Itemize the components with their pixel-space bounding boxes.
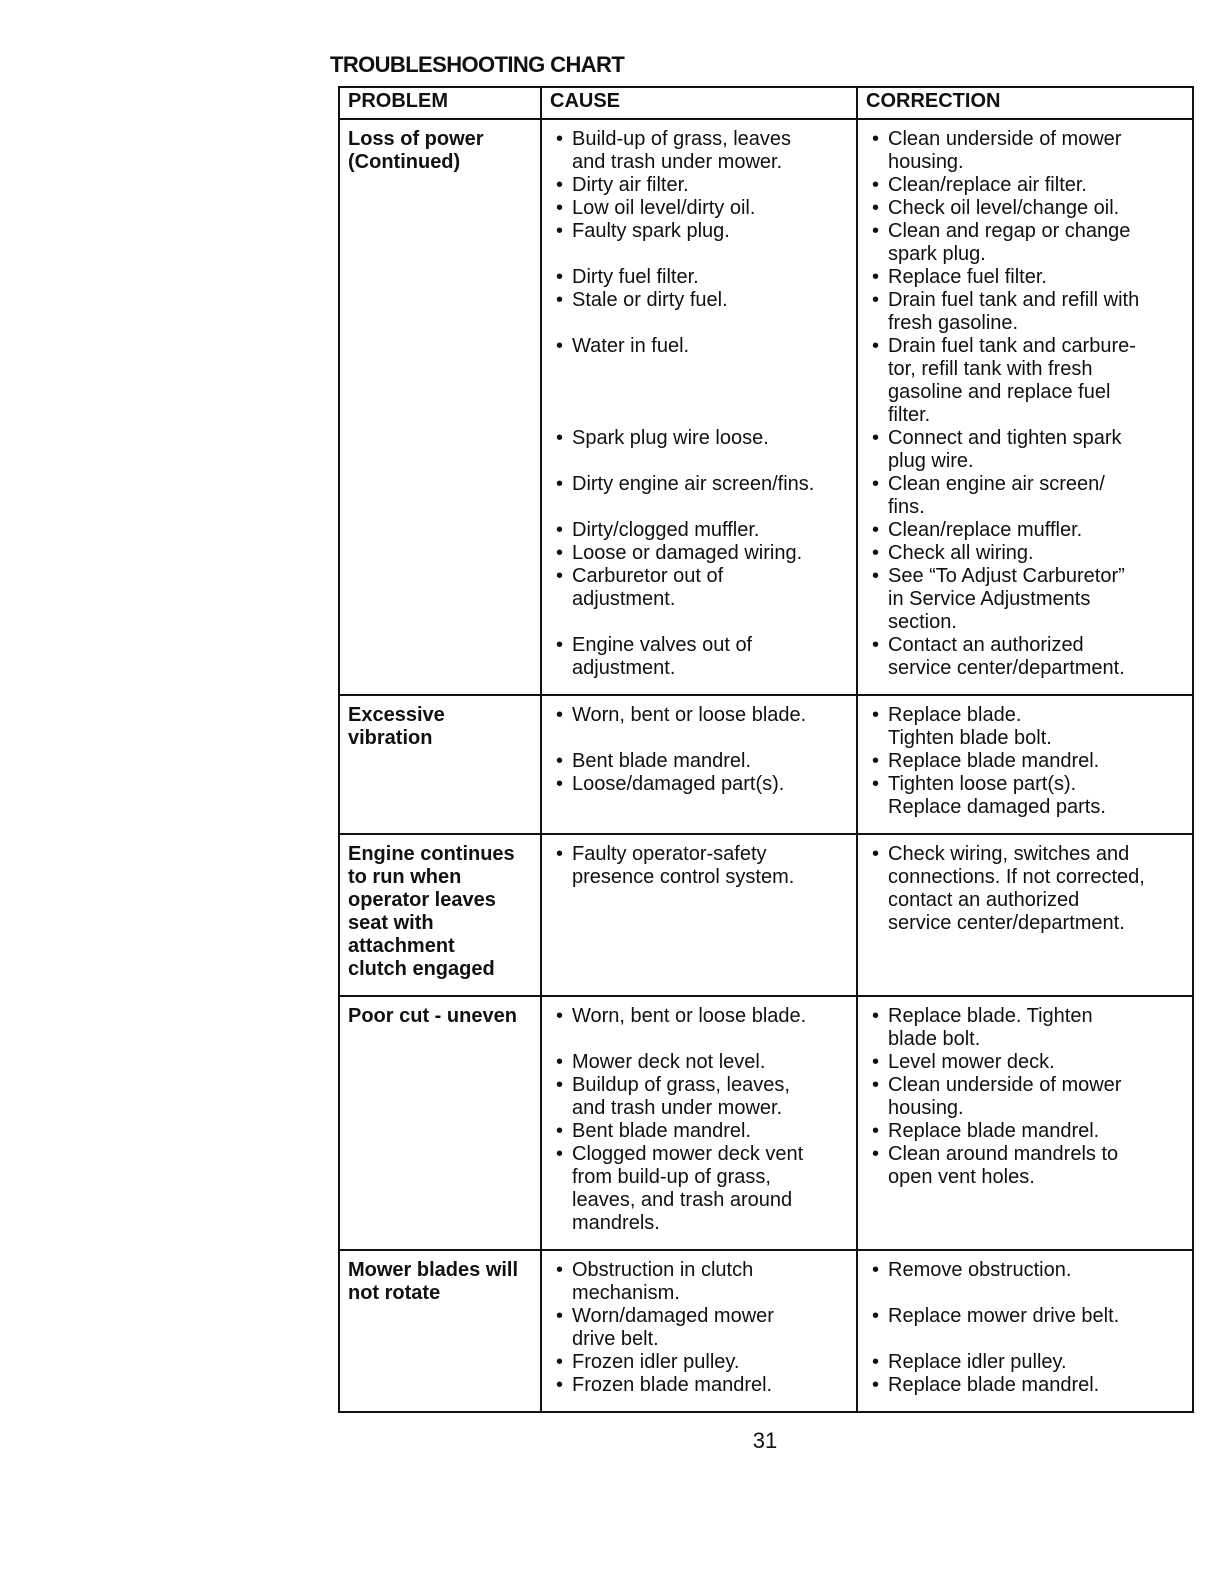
page-title: TROUBLESHOOTING CHART	[330, 52, 625, 77]
table-row	[339, 1250, 1193, 1412]
cause-text: • Faulty operator-safety	[572, 843, 767, 865]
header-cause: CAUSE	[541, 87, 857, 119]
cause-text: • Carburetor out of	[572, 565, 724, 587]
correction-text: • Replace blade mandrel.	[888, 1374, 1100, 1396]
cause-item	[550, 1120, 850, 1143]
cause-text: • Dirty air filter.	[572, 174, 689, 196]
problem-text: seat with	[348, 912, 434, 934]
correction-text: • Replace fuel filter.	[888, 266, 1047, 288]
correction-text: service center/department.	[888, 912, 1125, 934]
cause-text: • Faulty spark plug.	[572, 220, 730, 242]
cause-text: • Stale or dirty fuel.	[572, 289, 728, 311]
header-problem: PROBLEM	[339, 87, 541, 119]
cause-text: adjustment.	[572, 657, 676, 679]
cause-text: • Loose or damaged wiring.	[572, 542, 803, 564]
correction-text: • Replace blade mandrel.	[888, 750, 1100, 772]
correction-item	[866, 427, 1186, 473]
correction-list	[866, 1005, 1186, 1189]
cause-item	[550, 542, 850, 565]
cause-item	[550, 197, 850, 220]
correction-item	[866, 128, 1186, 174]
table-row	[339, 996, 1193, 1250]
correction-text: contact an authorized	[888, 889, 1080, 911]
cause-text: • Worn/damaged mower	[572, 1305, 774, 1327]
correction-text: • Level mower deck.	[888, 1051, 1055, 1073]
cause-text: • Worn, bent or loose blade.	[572, 1005, 807, 1027]
cause-list	[550, 704, 850, 796]
correction-item	[866, 750, 1186, 773]
correction-text: • Contact an authorized	[888, 634, 1084, 656]
cause-item	[550, 1259, 850, 1305]
correction-item	[866, 1051, 1186, 1074]
cause-item	[550, 289, 850, 312]
cause-text: mechanism.	[572, 1282, 680, 1304]
table-header-row	[339, 87, 1193, 119]
problem-cell	[339, 834, 541, 996]
correction-item	[866, 197, 1186, 220]
table-row	[339, 119, 1193, 695]
cause-item	[550, 174, 850, 197]
cause-cell	[541, 1250, 857, 1412]
correction-item	[866, 1143, 1186, 1189]
correction-text: fins.	[888, 496, 925, 518]
correction-item	[866, 174, 1186, 197]
correction-text: blade bolt.	[888, 1028, 981, 1050]
cause-item	[550, 427, 850, 450]
correction-text: tor, refill tank with fresh	[888, 358, 1093, 380]
table-row	[339, 695, 1193, 834]
correction-item	[866, 1259, 1186, 1282]
correction-text: filter.	[888, 404, 931, 426]
problem-cell	[339, 119, 541, 695]
cause-text: • Build-up of grass, leaves	[572, 128, 792, 150]
problem-text: not rotate	[348, 1282, 441, 1304]
correction-text: • Clean and regap or change	[888, 220, 1131, 242]
correction-text: Replace damaged parts.	[888, 796, 1106, 818]
page-number: 31	[752, 1428, 778, 1453]
header-correction: CORRECTION	[857, 87, 1193, 119]
cause-text: • Frozen blade mandrel.	[572, 1374, 773, 1396]
cause-cell	[541, 119, 857, 695]
cause-item	[550, 634, 850, 680]
correction-item	[866, 542, 1186, 565]
problem-text: (Continued)	[348, 151, 461, 173]
cause-list	[550, 128, 850, 680]
correction-cell	[857, 119, 1193, 695]
correction-text: section.	[888, 611, 957, 633]
cause-text: • Low oil level/dirty oil.	[572, 197, 756, 219]
correction-text: • Connect and tighten spark	[888, 427, 1122, 449]
cause-text: and trash under mower.	[572, 151, 783, 173]
correction-text: • Replace mower drive belt.	[888, 1305, 1120, 1327]
cause-item	[550, 220, 850, 243]
cause-item	[550, 519, 850, 542]
correction-list	[866, 1259, 1186, 1397]
correction-text: • Replace blade. Tighten	[888, 1005, 1093, 1027]
correction-text: • Tighten loose part(s).	[888, 773, 1077, 795]
troubleshooting-table	[338, 86, 1194, 1413]
correction-item	[866, 1005, 1186, 1051]
cause-item	[550, 1005, 850, 1028]
correction-item	[866, 473, 1186, 519]
cause-text: leaves, and trash around	[572, 1189, 793, 1211]
correction-item	[866, 1374, 1186, 1397]
correction-text: • Clean engine air screen/	[888, 473, 1105, 495]
correction-text: • Remove obstruction.	[888, 1259, 1072, 1281]
cause-text: adjustment.	[572, 588, 676, 610]
correction-text: • Clean around mandrels to	[888, 1143, 1119, 1165]
problem-text: Excessive	[348, 704, 445, 726]
correction-text: service center/department.	[888, 657, 1125, 679]
correction-text: spark plug.	[888, 243, 986, 265]
cause-text: • Engine valves out of	[572, 634, 753, 656]
correction-text: in Service Adjustments	[888, 588, 1091, 610]
correction-item	[866, 1120, 1186, 1143]
cause-item	[550, 704, 850, 727]
correction-text: • Drain fuel tank and refill with	[888, 289, 1140, 311]
cause-list	[550, 1259, 850, 1397]
cause-text: • Buildup of grass, leaves,	[572, 1074, 790, 1096]
cause-text: • Spark plug wire loose.	[572, 427, 769, 449]
correction-text: open vent holes.	[888, 1166, 1035, 1188]
correction-cell	[857, 834, 1193, 996]
correction-text: fresh gasoline.	[888, 312, 1019, 334]
cause-item	[550, 843, 850, 889]
problem-text: clutch engaged	[348, 958, 495, 980]
correction-text: • Check oil level/change oil.	[888, 197, 1120, 219]
cause-list	[550, 843, 850, 889]
correction-text: Tighten blade bolt.	[888, 727, 1052, 749]
cause-list	[550, 1005, 850, 1235]
cause-text: • Bent blade mandrel.	[572, 750, 752, 772]
correction-item	[866, 843, 1186, 935]
correction-text: • Clean/replace air filter.	[888, 174, 1087, 196]
correction-text: • Replace blade.	[888, 704, 1022, 726]
cause-text: • Water in fuel.	[572, 335, 690, 357]
correction-text: • Drain fuel tank and carbure-	[888, 335, 1136, 357]
correction-text: • Clean/replace muffler.	[888, 519, 1083, 541]
correction-item	[866, 519, 1186, 542]
cause-text: • Clogged mower deck vent	[572, 1143, 804, 1165]
correction-text: connections. If not corrected,	[888, 866, 1145, 888]
cause-item	[550, 1305, 850, 1351]
cause-item	[550, 1351, 850, 1374]
cause-item	[550, 266, 850, 289]
problem-text: attachment	[348, 935, 455, 957]
correction-text: housing.	[888, 1097, 964, 1119]
correction-text: • Check all wiring.	[888, 542, 1034, 564]
correction-text: • Clean underside of mower	[888, 1074, 1122, 1096]
cause-text: mandrels.	[572, 1212, 660, 1234]
correction-list	[866, 128, 1186, 680]
problem-cell	[339, 996, 541, 1250]
cause-text: • Bent blade mandrel.	[572, 1120, 752, 1142]
correction-item	[866, 1074, 1186, 1120]
correction-item	[866, 335, 1186, 427]
correction-text: • Replace blade mandrel.	[888, 1120, 1100, 1142]
cause-text: • Obstruction in clutch	[572, 1259, 754, 1281]
correction-list	[866, 704, 1186, 819]
cause-text: presence control system.	[572, 866, 795, 888]
correction-item	[866, 704, 1186, 750]
correction-item	[866, 220, 1186, 266]
problem-text: operator leaves	[348, 889, 496, 911]
correction-text: housing.	[888, 151, 964, 173]
cause-cell	[541, 996, 857, 1250]
correction-item	[866, 289, 1186, 335]
cause-item	[550, 773, 850, 796]
correction-item	[866, 1351, 1186, 1374]
problem-text: Loss of power	[348, 128, 484, 150]
cause-item	[550, 1374, 850, 1397]
cause-item	[550, 335, 850, 358]
cause-cell	[541, 695, 857, 834]
correction-text: • See “To Adjust Carburetor”	[888, 565, 1125, 587]
cause-text: • Mower deck not level.	[572, 1051, 766, 1073]
cause-item	[550, 1074, 850, 1120]
problem-cell	[339, 695, 541, 834]
cause-text: • Frozen idler pulley.	[572, 1351, 740, 1373]
correction-cell	[857, 695, 1193, 834]
correction-text: gasoline and replace fuel	[888, 381, 1111, 403]
correction-cell	[857, 996, 1193, 1250]
cause-item	[550, 565, 850, 611]
cause-text: • Dirty/clogged muffler.	[572, 519, 760, 541]
cause-item	[550, 1051, 850, 1074]
cause-text: and trash under mower.	[572, 1097, 783, 1119]
correction-text: • Replace idler pulley.	[888, 1351, 1067, 1373]
correction-text: plug wire.	[888, 450, 974, 472]
correction-item	[866, 634, 1186, 680]
table-body	[339, 119, 1193, 1412]
cause-text: from build-up of grass,	[572, 1166, 771, 1188]
correction-cell	[857, 1250, 1193, 1412]
correction-text: • Check wiring, switches and	[888, 843, 1130, 865]
cause-item	[550, 128, 850, 174]
problem-text: Engine continues	[348, 843, 515, 865]
problem-text: Poor cut - uneven	[348, 1005, 517, 1027]
correction-text: • Clean underside of mower	[888, 128, 1122, 150]
cause-text: • Dirty fuel filter.	[572, 266, 699, 288]
cause-text: drive belt.	[572, 1328, 659, 1350]
cause-item	[550, 1143, 850, 1235]
correction-item	[866, 773, 1186, 819]
problem-text: to run when	[348, 866, 462, 888]
cause-text: • Dirty engine air screen/fins.	[572, 473, 815, 495]
problem-text: vibration	[348, 727, 433, 749]
cause-cell	[541, 834, 857, 996]
correction-item	[866, 565, 1186, 634]
cause-text: • Loose/damaged part(s).	[572, 773, 785, 795]
cause-text: • Worn, bent or loose blade.	[572, 704, 807, 726]
problem-text: Mower blades will	[348, 1259, 519, 1281]
cause-item	[550, 473, 850, 496]
correction-item	[866, 266, 1186, 289]
table-row	[339, 834, 1193, 996]
correction-list	[866, 843, 1186, 935]
cause-item	[550, 750, 850, 773]
correction-item	[866, 1305, 1186, 1328]
problem-cell	[339, 1250, 541, 1412]
